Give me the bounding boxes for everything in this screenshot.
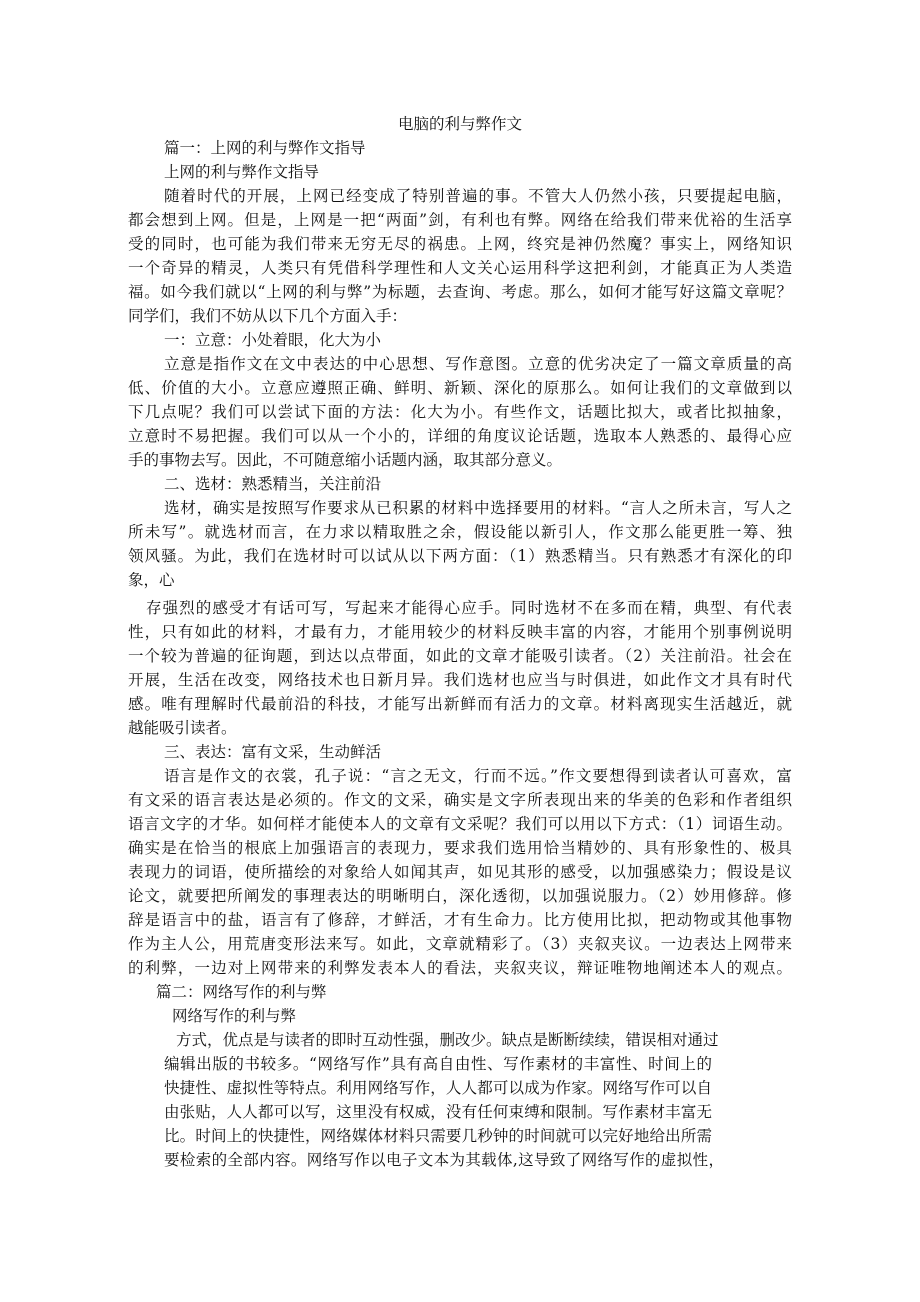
text-line: 手的事物去写。因此，不可随意缩小话题内涵，取其部分意义。 [128, 451, 563, 469]
section-subtitle-2: 网络写作的利与弊 [172, 1007, 297, 1025]
text-line: 有文采的语言表达是必须的。作文的文采，确实是文字所表现出来的华美的色彩和作者组织 [128, 791, 792, 809]
text-line: 方式，优点是与读者的即时互动性强，删改少。缺点是断断续续，错误相对通过 [176, 1031, 719, 1049]
document-title: 电脑的利与弊作文 [397, 115, 522, 133]
subheading-expression: 三、表达：富有文采，生动鲜活 [164, 743, 382, 761]
text-line: 选材，确实是按照写作要求从已积累的材料中选择要用的材料。“言人之所未言，写人之 [164, 499, 792, 517]
text-line: 开展，生活在改变，网络技术也日新月异。我们选材也应当与时俱进，如此作文才具有时代 [128, 671, 792, 689]
text-line: 快捷性、虚拟性等特点。利用网络写作，人人都可以成为作家。网络写作可以自 [164, 1079, 712, 1097]
text-line: 越能吸引读者。 [128, 719, 237, 737]
text-line: 论文，就要把所阐发的事理表达的明晰明白，深化透彻，以加强说服力。（2）妙用修辞。修 [128, 887, 792, 905]
text-line: 由张贴，人人都可以写，这里没有权威，没有任何束缚和限制。写作素材丰富无 [164, 1103, 712, 1121]
text-line: 立意是指作文在文中表达的中心思想、写作意图。立意的优劣决定了一篇文章质量的高 [164, 355, 792, 373]
text-line: 立意时不易把握。我们可以从一个小的，详细的角度议论话题，选取本人熟悉的、最得心应 [128, 427, 792, 445]
text-line: 一个奇异的精灵，人类只有凭借科学理性和人文关心运用科学这把利剑，才能真正为人类造 [128, 259, 792, 277]
text-line: 辞是语言中的盐，语言有了修辞，才鲜活，才有生命力。比方使用比拟，把动物或其他事物 [128, 911, 792, 929]
text-line: 低、价值的大小。立意应遵照正确、鲜明、新颖、深化的原那么。如何让我们的文章做到以 [128, 379, 792, 397]
text-line: 确实是在恰当的根底上加强语言的表现力，要求我们选用恰当精妙的、具有形象性的、极具 [128, 839, 792, 857]
text-line: 语言文字的才华。如何样才能使本人的文章有文采呢？我们可以用以下方式：（1）词语生动。 [128, 815, 792, 833]
subheading-material: 二、选材：熟悉精当，关注前沿 [164, 475, 382, 493]
text-line: 比。时间上的快捷性，网络媒体材料只需要几秒钟的时间就可以完好地给出所需 [164, 1127, 712, 1145]
text-line: 领风骚。为此，我们在选材时可以试从以下两方面：（1）熟悉精当。只有熟悉才有深化的印 [128, 547, 792, 565]
subheading-intent: 一：立意：小处着眼，化大为小 [164, 331, 382, 349]
text-line: 语言是作文的衣裳，孔子说：“言之无文，行而不远。”作文要想得到读者认可喜欢，富 [164, 767, 792, 785]
text-line: 要检索的全部内容。网络写作以电子文本为其载体,这导致了网络写作的虚拟性， [164, 1151, 724, 1169]
text-line: 的利弊，一边对上网带来的利弊发表本人的看法，夹叙夹议，辩证唯物地阐述本人的观点。 [128, 959, 792, 977]
text-line: 感。唯有理解时代最前沿的科技，才能写出新鲜而有活力的文章。材料离现实生活越近，就 [128, 695, 792, 713]
section-heading-1: 篇一：上网的利与弊作文指导 [164, 139, 366, 157]
text-line: 存强烈的感受才有话可写，写起来才能得心应手。同时选材不在多而在精，典型、有代表 [146, 599, 792, 617]
text-line: 一个较为普遍的征询题，到达以点带面，如此的文章才能吸引读者。（2）关注前沿。社会在 [128, 647, 792, 665]
text-line: 所未写”。就选材而言，在力求以精取胜之余，假设能以新引人，作文那么能更胜一筹、独 [128, 523, 792, 541]
text-line: 性，只有如此的材料，才最有力，才能用较少的材料反映丰富的内容，才能用个别事例说明 [128, 623, 792, 641]
section-heading-2: 篇二：网络写作的利与弊 [156, 983, 327, 1001]
text-line: 作为主人公，用荒唐变形法来写。如此，文章就精彩了。（3）夹叙夹议。一边表达上网带来 [128, 935, 792, 953]
text-line: 编辑出版的书较多。“网络写作”具有高自由性、写作素材的丰富性、时间上的 [164, 1055, 712, 1073]
text-line: 受的同时，也可能为我们带来无穷无尽的祸患。上网，终究是神仍然魔？事实上，网络知识 [128, 235, 792, 253]
text-line: 象，心 [128, 571, 175, 589]
text-line: 同学们，我们不妨从以下几个方面入手： [128, 307, 408, 325]
text-line: 福。如今我们就以“上网的利与弊”为标题，去查询、考虑。那么，如何才能写好这篇文章呢？ [128, 283, 792, 301]
text-line: 表现力的词语，使所描绘的对象给人如闻其声，如见其形的感受，以加强感染力；假设是议 [128, 863, 792, 881]
text-line: 都会想到上网。但是，上网是一把“两面”剑，有利也有弊。网络在给我们带来优裕的生活享 [128, 211, 792, 229]
text-line: 随着时代的开展，上网已经变成了特别普遍的事。不管大人仍然小孩，只要提起电脑， [164, 187, 792, 205]
text-line: 下几点呢？我们可以尝试下面的方法：化大为小。有些作文，话题比拟大，或者比拟抽象， [128, 403, 792, 421]
section-subtitle-1: 上网的利与弊作文指导 [164, 163, 320, 181]
